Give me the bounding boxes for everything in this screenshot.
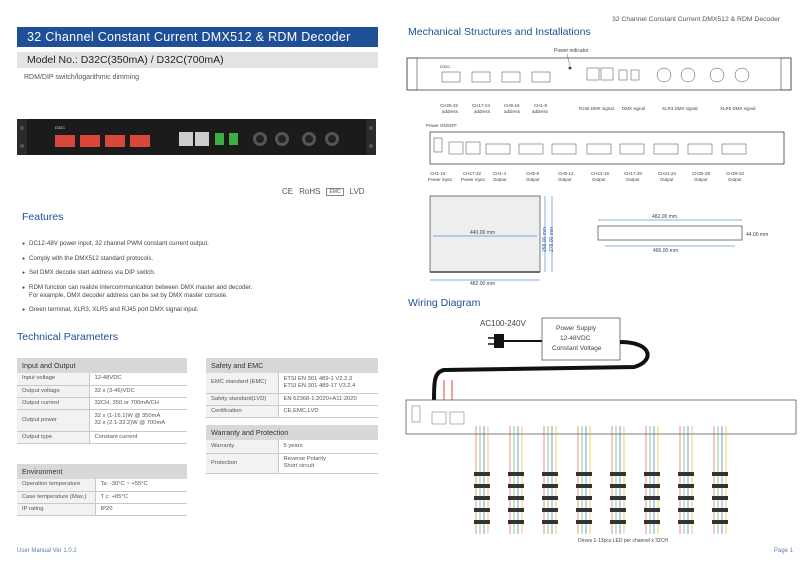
- emc-mark: EMC: [326, 188, 343, 196]
- certification-marks: [282, 187, 365, 196]
- feature-continuation: For example, DMX decoder address can be set by DMX master console.: [29, 291, 228, 299]
- table-row: Safety standard(LVD) EN 62368-1:2020+A11:2020: [206, 393, 378, 405]
- table-row: Operation temperature Ta: -30°C ~ +55°C: [17, 479, 187, 491]
- rear-label: Output: [558, 177, 572, 182]
- table-row: Case temperature (Max.) T c: +85°C: [17, 491, 187, 503]
- table-row: Output power 32 x (1-16.1)W @ 350mA 32 x (2.1-32.2)W @ 700mA: [17, 409, 187, 431]
- rear-label: CH29-32: [726, 171, 745, 176]
- ac-label: AC100-240V: [480, 319, 526, 328]
- dip-label: address: [442, 109, 459, 114]
- product-subtitle: RDM/DIP switch/logarithmic dimming: [24, 74, 140, 81]
- feature-item: ● Set DMX decode start address via DIP switch.: [22, 269, 382, 277]
- features-list: [22, 240, 382, 321]
- dip-label: CH9-16: [504, 103, 520, 108]
- table-row: IP rating IP20: [17, 503, 187, 515]
- rear-label: Output: [728, 177, 742, 182]
- table-row: EMC standard (EMC) ETSI EN 301 489-1 V2.2.3 ETSI EN 301 489-17 V3.2.4: [206, 373, 378, 393]
- rear-label: CH9-12: [558, 171, 574, 176]
- dip-label: address: [532, 109, 549, 114]
- rear-label: CH17-20: [624, 171, 643, 176]
- table-row: Output voltage 32 x (3-46)VDC: [17, 385, 187, 397]
- rear-label: CH5-8: [526, 171, 540, 176]
- rear-label: Output: [660, 177, 674, 182]
- led-strings: [474, 426, 728, 534]
- dim-465: 465.00 mm: [653, 248, 679, 254]
- manual-version: User Manual Ver 1.0.2: [17, 548, 77, 554]
- rear-label: Power input: [428, 177, 452, 182]
- rear-label: CH25-28: [692, 171, 711, 176]
- dip-label: CH1-8: [534, 103, 548, 108]
- rohs-mark: RoHS: [299, 187, 321, 196]
- dip-label: CH17-24: [472, 103, 491, 108]
- warranty-table: [206, 425, 378, 474]
- dim-44: 44.00 mm: [746, 232, 769, 238]
- features-title: Features: [22, 211, 64, 223]
- wiring-caption: Drives 1-13pcs LED per channel x 32CH: [578, 538, 669, 544]
- safety-emc-table: [206, 358, 378, 418]
- wiring-diagram: [404, 312, 800, 546]
- signal-label: XLR5 DMX signal: [720, 106, 756, 111]
- dim-278: 278.00 mm: [549, 226, 555, 252]
- dim-482a: 482.00 mm: [470, 281, 496, 287]
- feature-item: ● DC12-48V power input, 32 channel PWM constant current output.: [22, 240, 382, 248]
- dim-482b: 482.00 mm: [652, 214, 678, 220]
- psu-label: 12-48VDC: [560, 335, 591, 342]
- signal-label: RJ45 DMX signal: [579, 106, 614, 111]
- rear-label: Output: [592, 177, 606, 182]
- dip-label: CH25-32: [440, 103, 459, 108]
- rear-label: Output: [493, 177, 507, 182]
- dimension-drawing: [420, 190, 800, 288]
- model-number: Model No.: D32C(350mA) / D32C(700mA): [17, 52, 378, 68]
- feature-item: ● RDM function can realize intercommunication between DMX master and decoder. For example, DMX decoder address can be set by DMX master console.: [22, 284, 382, 300]
- power-onoff-label: Power ON/OFF: [426, 123, 458, 128]
- input-output-table: [17, 358, 187, 444]
- rear-panel-drawing: [404, 120, 794, 188]
- table-header: Environment: [17, 464, 187, 479]
- svg-text:D32C: D32C: [440, 64, 451, 69]
- rear-label: Output: [694, 177, 708, 182]
- front-panel-drawing: [404, 44, 794, 122]
- psu-label: Power Supply: [556, 325, 597, 332]
- rear-label: CH1-4: [493, 171, 507, 176]
- dim-258: 258.00 mm: [542, 226, 548, 252]
- signal-label: XLR3 DMX signal: [662, 106, 698, 111]
- environment-table: [17, 464, 187, 516]
- table-header: Safety and EMC: [206, 358, 378, 373]
- lvd-mark: LVD: [349, 187, 365, 196]
- psu-label: Constant Voltage: [552, 345, 602, 352]
- feature-item: ● Comply with the DMX512 standard protocols.: [22, 255, 382, 263]
- dip-label: address: [504, 109, 521, 114]
- dip-label: address: [474, 109, 491, 114]
- rear-label: Output: [526, 177, 540, 182]
- table-row: Protection Reverse Polarity Short circuit: [206, 453, 378, 473]
- rear-label: Power input: [461, 177, 485, 182]
- power-indicator-label: Power indicator: [554, 48, 589, 54]
- ce-mark: CE: [282, 187, 294, 196]
- page-number: Page 1: [774, 548, 794, 554]
- table-row: Output current 32CH, 350 or 700mA/CH: [17, 397, 187, 409]
- wiring-title: Wiring Diagram: [408, 297, 481, 309]
- signal-label: DMX signal: [622, 106, 646, 111]
- rear-label: CH13-16: [591, 171, 610, 176]
- tech-params-title: Technical Parameters: [17, 331, 118, 343]
- rear-label: Output: [626, 177, 640, 182]
- table-header: Warranty and Protection: [206, 425, 378, 440]
- rear-label: CH21-24: [658, 171, 677, 176]
- table-row: Input voltage 12-48VDC: [17, 373, 187, 385]
- table-row: Warranty 5 years: [206, 440, 378, 453]
- running-header: 32 Channel Constant Current DMX512 & RDM Decoder: [612, 16, 781, 23]
- feature-item: ● Green terminal, XLR3, XLR5 and RJ45 port DMX signal input.: [22, 306, 382, 314]
- table-row: Output type Constant current: [17, 431, 187, 443]
- rear-label: CH1-16: [430, 171, 446, 176]
- product-title: 32 Channel Constant Current DMX512 & RDM Decoder: [17, 27, 378, 47]
- mech-title: Mechanical Structures and Installations: [408, 26, 591, 38]
- rear-label: CH17-32: [463, 171, 482, 176]
- svg-text:D32C: D32C: [55, 125, 66, 130]
- table-row: Certification CE,EMC,LVD: [206, 405, 378, 417]
- dim-440: 440.00 mm: [470, 230, 496, 236]
- table-header: Input and Output: [17, 358, 187, 373]
- device-front-panel: [17, 119, 376, 155]
